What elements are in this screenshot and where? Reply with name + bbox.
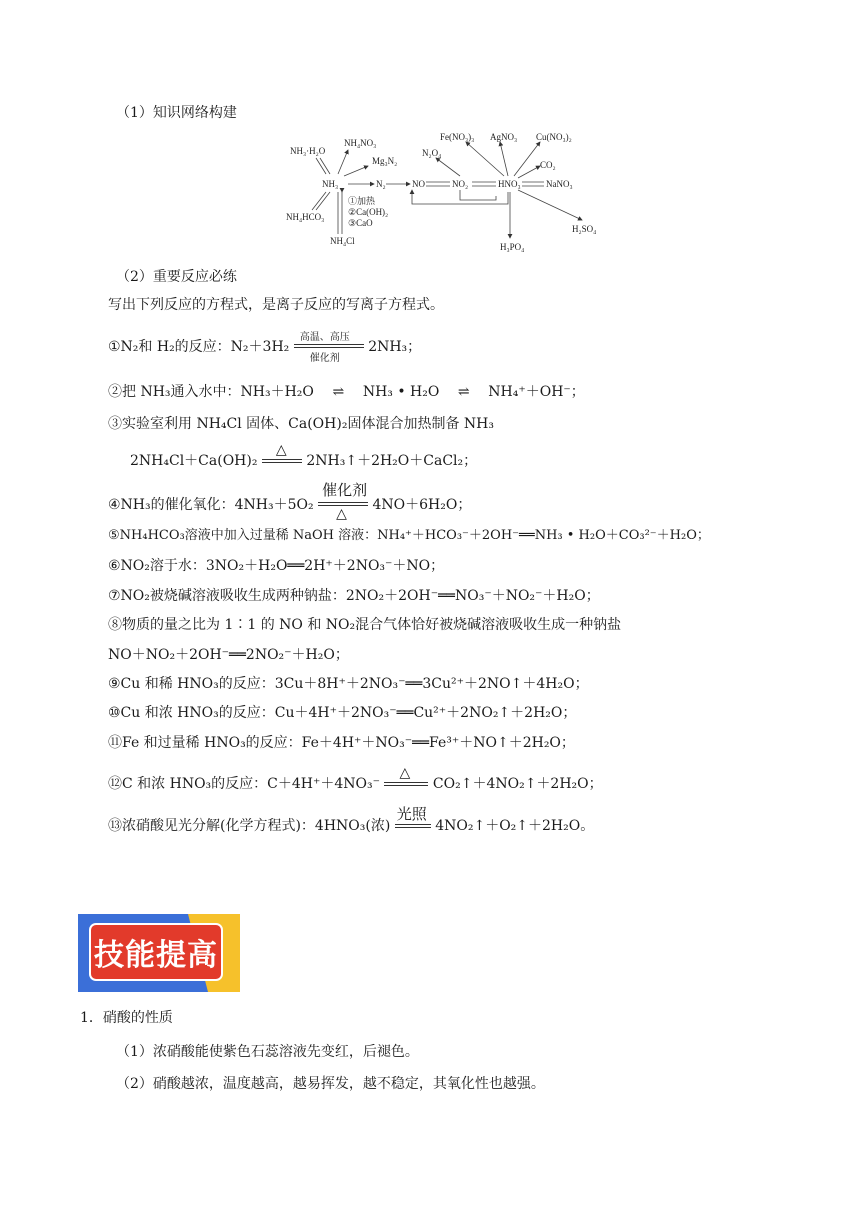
reaction-5: ⑤NH₄HCO₃溶液中加入过量稀 NaOH 溶液：NH₄⁺＋HCO₃⁻＋2OH⁻══NH₃ • H₂O＋CO₃²⁻＋H₂O； — [108, 528, 710, 543]
reaction-8: NO＋NO₂＋2OH⁻══2NO₂⁻＋H₂O； — [108, 647, 349, 663]
node-nh3h2o: NH₃·H₂O — [290, 146, 326, 156]
section-2-title: （2）重要反应必练 — [116, 269, 237, 285]
reaction-13-cond: 光照 — [396, 805, 427, 823]
reaction-2 — [108, 382, 585, 402]
part-1-item-2: （2）硝酸越浓，温度越高，越易挥发，越不稳定，其氧化性也越强。 — [116, 1076, 545, 1092]
reaction-3-cond: △ — [275, 442, 287, 458]
node-nano3: NaNO₃ — [546, 179, 573, 189]
node-cu-no3-2: Cu(NO₃)₂ — [536, 132, 572, 142]
reaction-1-cond-bottom: 催化剂 — [309, 353, 340, 364]
reaction-4-cond-bottom: △ — [336, 506, 347, 522]
skill-improvement-badge — [78, 914, 240, 992]
reaction-1-cond-top: 高温、高压 — [299, 332, 350, 343]
condition-1: ①加热 — [348, 196, 376, 206]
node-hno3: HNO₃ — [498, 179, 521, 189]
reaction-13 — [108, 805, 595, 838]
reaction-3-title: ③实验室利用 NH₄Cl 固体、Ca(OH)₂固体混合加热制备 NH₃ — [108, 416, 494, 432]
node-nh4hco3: NH₄HCO₃ — [286, 212, 325, 222]
node-no2: NO₂ — [452, 179, 469, 189]
equilibrium-arrow-2: ⇌ — [457, 384, 470, 400]
node-co2: CO₂ — [540, 160, 556, 170]
reaction-12 — [108, 765, 603, 796]
reaction-3 — [130, 442, 478, 473]
badge-text: 技能提高 — [94, 938, 218, 973]
reaction-3-condition — [262, 442, 302, 473]
condition-3: ③CaO — [348, 218, 373, 228]
reaction-4-lhs: ④NH₃的催化氧化：4NH₃＋5O₂ — [108, 497, 314, 513]
reaction-13-lhs: ⑬浓硝酸见光分解(化学方程式)：4HNO₃(浓) — [108, 818, 391, 834]
node-n2: N₂ — [376, 179, 386, 189]
node-h2so4: H₂SO₄ — [572, 224, 597, 234]
part-1-item-1: （1）浓硝酸能使紫色石蕊溶液先变红，后褪色。 — [116, 1044, 419, 1060]
reaction-11: ⑪Fe 和过量稀 HNO₃的反应：Fe＋4H⁺＋NO₃⁻══Fe³⁺＋NO↑＋2H₂O； — [108, 735, 575, 751]
reaction-1 — [108, 332, 422, 364]
reaction-12-rhs: CO₂↑＋4NO₂↑＋2H₂O； — [432, 776, 603, 792]
reaction-1-lhs: ①N₂和 H₂的反应：N₂＋3H₂ — [108, 339, 290, 355]
reaction-8-title: ⑧物质的量之比为 1∶1 的 NO 和 NO₂混合气体恰好被烧碱溶液吸收生成一种钠盐 — [108, 617, 622, 633]
reaction-4 — [108, 481, 472, 522]
reaction-13-rhs: 4NO₂↑＋O₂↑＋2H₂O。 — [435, 818, 595, 834]
node-fe-no3-3: Fe(NO₃)₃ — [440, 132, 475, 142]
reaction-2-mid: NH₃ • H₂O — [362, 384, 440, 400]
reaction-9: ⑨Cu 和稀 HNO₃的反应：3Cu＋8H⁺＋2NO₃⁻══3Cu²⁺＋2NO↑＋4H₂O； — [108, 676, 589, 692]
node-nh4cl: NH₄Cl — [330, 236, 355, 246]
node-nh4no3: NH₄NO₃ — [344, 138, 377, 148]
node-nh3: NH₃ — [322, 179, 339, 189]
reaction-12-condition — [384, 765, 428, 796]
part-1-title: 1．硝酸的性质 — [80, 1010, 173, 1026]
node-no: NO — [412, 179, 425, 189]
reaction-7: ⑦NO₂被烧碱溶液吸收生成两种钠盐：2NO₂＋2OH⁻══NO₃⁻＋NO₂⁻＋H₂O； — [108, 588, 600, 604]
reaction-12-cond: △ — [399, 765, 411, 781]
condition-2: ②Ca(OH)₂ — [348, 207, 389, 217]
reaction-1-condition — [294, 332, 364, 364]
reaction-6: ⑥NO₂溶于水：3NO₂＋H₂O══2H⁺＋2NO₃⁻＋NO； — [108, 558, 445, 574]
node-n2o4: N₂O₄ — [422, 148, 442, 158]
reaction-4-rhs: 4NO＋6H₂O； — [372, 497, 472, 513]
equilibrium-arrow-1: ⇌ — [332, 384, 345, 400]
reaction-12-lhs: ⑫C 和浓 HNO₃的反应：C＋4H⁺＋4NO₃⁻ — [108, 776, 381, 792]
reaction-2-lhs: ②把 NH₃通入水中：NH₃＋H₂O — [108, 384, 314, 400]
knowledge-network-diagram — [282, 128, 612, 258]
reaction-10: ⑩Cu 和浓 HNO₃的反应：Cu＋4H⁺＋2NO₃⁻══Cu²⁺＋2NO₂↑＋2H₂O； — [108, 705, 577, 721]
node-h3po4: H₃PO₄ — [500, 242, 525, 252]
reaction-4-cond-top: 催化剂 — [322, 481, 368, 499]
reaction-4-condition — [318, 481, 368, 522]
instruction-text: 写出下列反应的方程式，是离子反应的写离子方程式。 — [108, 297, 444, 313]
reaction-2-rhs: NH₄⁺＋OH⁻； — [488, 384, 585, 400]
reaction-13-condition — [395, 805, 431, 838]
section-1-title: （1）知识网络构建 — [116, 105, 237, 121]
reaction-3-rhs: 2NH₃↑＋2H₂O＋CaCl₂； — [306, 453, 478, 469]
node-mg3n2: Mg₃N₂ — [372, 156, 398, 166]
node-agno3: AgNO₃ — [490, 132, 518, 142]
reaction-1-rhs: 2NH₃； — [368, 339, 422, 355]
reaction-3-lhs: 2NH₄Cl＋Ca(OH)₂ — [130, 453, 258, 469]
